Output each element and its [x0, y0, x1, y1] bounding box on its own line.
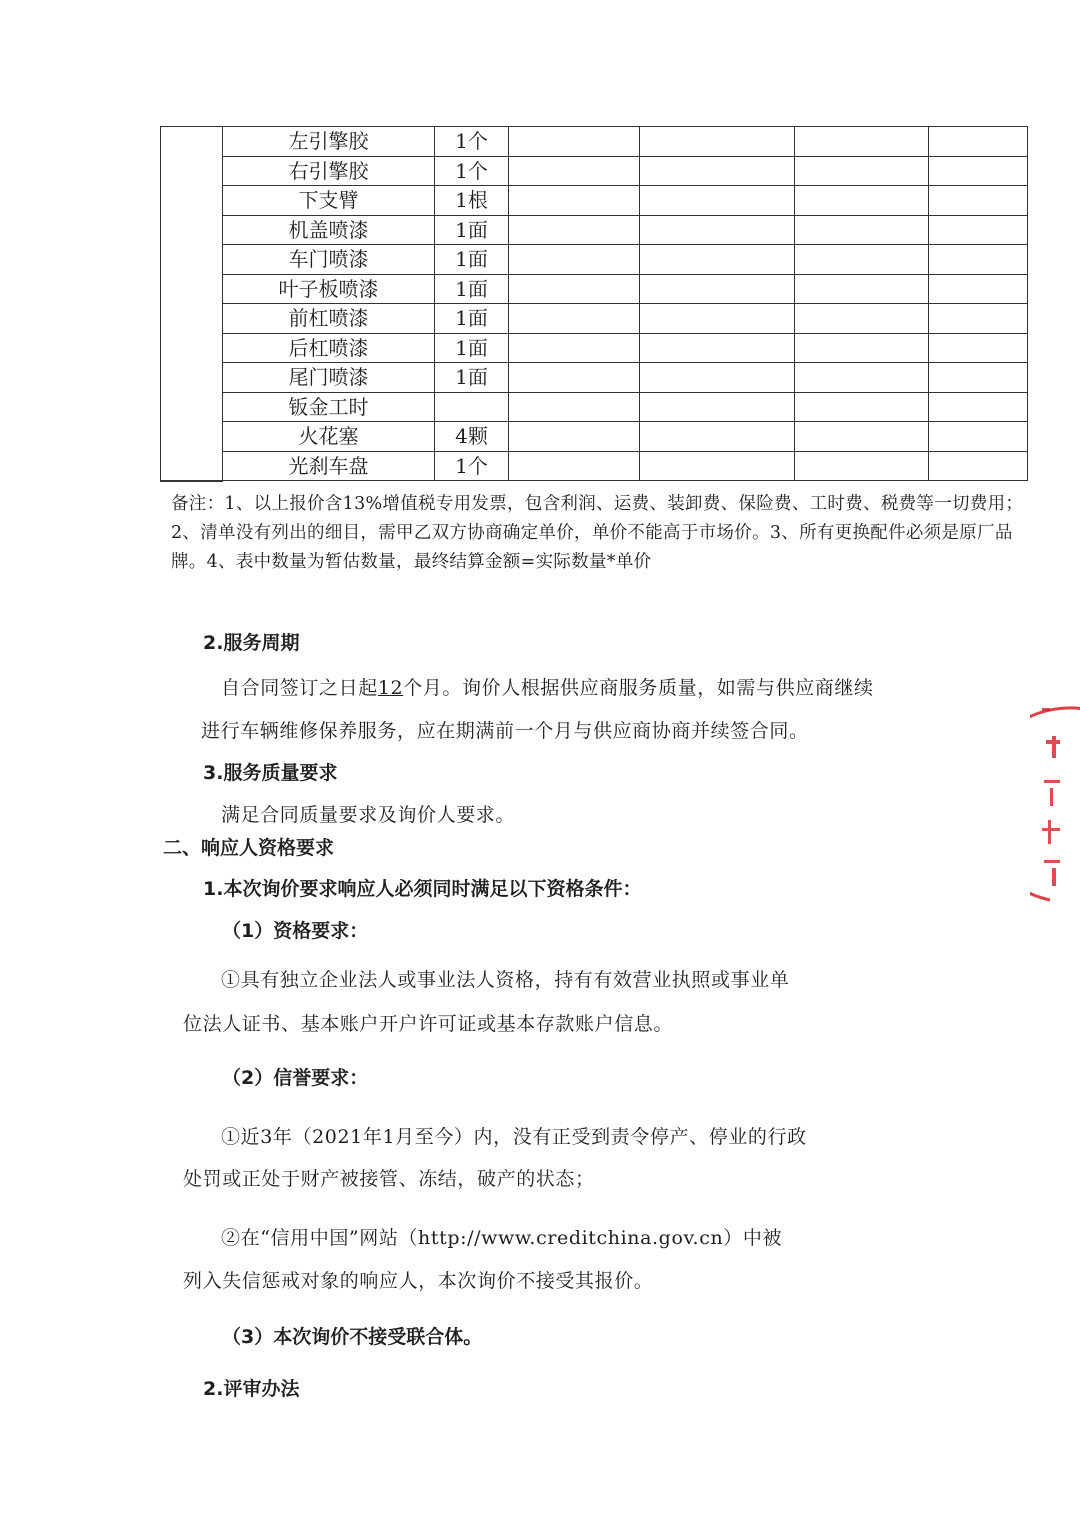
quality-heading: 3.服务质量要求 [203, 762, 338, 784]
empty-cell [640, 215, 795, 245]
empty-cell [795, 127, 929, 157]
empty-cell [640, 422, 795, 452]
requirement1-heading: （1）资格要求： [222, 920, 369, 942]
empty-cell [509, 127, 640, 157]
item-name-cell: 后杠喷漆 [223, 333, 435, 363]
table-row [161, 333, 1028, 363]
empty-cell [509, 333, 640, 363]
table-row [161, 363, 1028, 393]
evaluation-heading: 2.评审办法 [203, 1378, 300, 1400]
requirement1-line2: 位法人证书、基本账户开户许可证或基本存款账户信息。 [183, 1013, 674, 1035]
empty-cell [929, 392, 1028, 422]
empty-cell [509, 451, 640, 481]
qualification-heading: 二、响应人资格要求 [163, 837, 335, 859]
empty-cell [929, 156, 1028, 186]
quantity-cell: 1个 [435, 127, 509, 157]
service-period-line2: 进行车辆维修保养服务，应在期满前一个月与供应商协商并续签合同。 [201, 720, 809, 742]
empty-cell [795, 363, 929, 393]
item-name-cell: 火花塞 [223, 422, 435, 452]
empty-cell [509, 392, 640, 422]
remarks-note: 备注：1、以上报价含13%增值税专用发票，包含利润、运费、装卸费、保险费、工时费、税费等一切费用；2、清单没有列出的细目，需甲乙双方协商确定单价，单价不能高于市场价。3、所有更换配件必须是原厂品牌。4、表中数量为暂估数量，最终结算金额=实际数量*单价 [171, 494, 1024, 572]
empty-cell [509, 363, 640, 393]
category-cell [161, 127, 223, 481]
empty-cell [509, 186, 640, 216]
item-name-cell: 下支臂 [223, 186, 435, 216]
empty-cell [795, 451, 929, 481]
red-seal-fragment [1030, 700, 1080, 910]
qualification-sub1: 1.本次询价要求响应人必须同时满足以下资格条件： [203, 878, 642, 900]
item-name-cell: 钣金工时 [223, 392, 435, 422]
quantity-cell [435, 392, 509, 422]
service-period-text-a: 自合同签订之日起 [221, 677, 378, 699]
table-row [161, 127, 1028, 157]
requirement1-line1: ①具有独立企业法人或事业法人资格，持有有效营业执照或事业单 [221, 969, 790, 991]
requirement2a-line2: 处罚或正处于财产被接管、冻结，破产的状态； [183, 1168, 595, 1190]
quantity-cell: 1根 [435, 186, 509, 216]
service-period-text-b: 个月。询价人根据供应商服务质量，如需与供应商继续 [403, 677, 874, 699]
service-period-months: 12 [377, 677, 404, 699]
item-name-cell: 右引擎胶 [223, 156, 435, 186]
quantity-cell: 1面 [435, 245, 509, 275]
empty-cell [509, 215, 640, 245]
quantity-cell: 1面 [435, 215, 509, 245]
table-row [161, 156, 1028, 186]
quantity-cell: 4颗 [435, 422, 509, 452]
requirement3: （3）本次询价不接受联合体。 [222, 1326, 483, 1348]
empty-cell [795, 245, 929, 275]
item-name-cell: 光刹车盘 [223, 451, 435, 481]
empty-cell [640, 127, 795, 157]
empty-cell [929, 333, 1028, 363]
table-row [161, 245, 1028, 275]
table-row [161, 392, 1028, 422]
item-name-cell: 尾门喷漆 [223, 363, 435, 393]
item-name-cell: 叶子板喷漆 [223, 274, 435, 304]
empty-cell [795, 156, 929, 186]
empty-cell [929, 245, 1028, 275]
empty-cell [509, 245, 640, 275]
empty-cell [929, 422, 1028, 452]
empty-cell [929, 274, 1028, 304]
item-name-cell: 前杠喷漆 [223, 304, 435, 334]
empty-cell [929, 451, 1028, 481]
empty-cell [640, 363, 795, 393]
service-period-heading: 2.服务周期 [203, 632, 300, 654]
requirement2b-line2: 列入失信惩戒对象的响应人，本次询价不接受其报价。 [183, 1270, 654, 1292]
empty-cell [509, 422, 640, 452]
empty-cell [795, 304, 929, 334]
empty-cell [795, 422, 929, 452]
empty-cell [640, 245, 795, 275]
requirement2-heading: （2）信誉要求： [222, 1067, 369, 1089]
quantity-cell: 1个 [435, 451, 509, 481]
table-row [161, 215, 1028, 245]
requirement2b-line1: ②在“信用中国”网站（http://www.creditchina.gov.cn）中被 [221, 1227, 783, 1249]
empty-cell [640, 274, 795, 304]
table-row [161, 186, 1028, 216]
empty-cell [795, 274, 929, 304]
empty-cell [640, 304, 795, 334]
empty-cell [929, 186, 1028, 216]
service-period-line1 [221, 673, 874, 700]
table-row [161, 274, 1028, 304]
table-row [161, 304, 1028, 334]
quantity-cell: 1面 [435, 304, 509, 334]
quantity-cell: 1面 [435, 363, 509, 393]
empty-cell [640, 392, 795, 422]
quantity-cell: 1面 [435, 274, 509, 304]
empty-cell [929, 363, 1028, 393]
parts-price-table [160, 126, 1028, 482]
item-name-cell: 车门喷漆 [223, 245, 435, 275]
quantity-cell: 1面 [435, 333, 509, 363]
empty-cell [509, 304, 640, 334]
empty-cell [509, 274, 640, 304]
empty-cell [640, 156, 795, 186]
empty-cell [795, 186, 929, 216]
table-body [161, 127, 1028, 481]
empty-cell [929, 127, 1028, 157]
empty-cell [509, 156, 640, 186]
requirement2a-line1: ①近3年（2021年1月至今）内，没有正受到责令停产、停业的行政 [221, 1126, 807, 1148]
empty-cell [795, 333, 929, 363]
empty-cell [795, 215, 929, 245]
empty-cell [640, 333, 795, 363]
empty-cell [795, 392, 929, 422]
quality-text: 满足合同质量要求及询价人要求。 [221, 804, 516, 826]
empty-cell [640, 186, 795, 216]
empty-cell [640, 451, 795, 481]
item-name-cell: 左引擎胶 [223, 127, 435, 157]
empty-cell [929, 304, 1028, 334]
empty-cell [929, 215, 1028, 245]
table-row [161, 451, 1028, 481]
quantity-cell: 1个 [435, 156, 509, 186]
item-name-cell: 机盖喷漆 [223, 215, 435, 245]
table-row [161, 422, 1028, 452]
